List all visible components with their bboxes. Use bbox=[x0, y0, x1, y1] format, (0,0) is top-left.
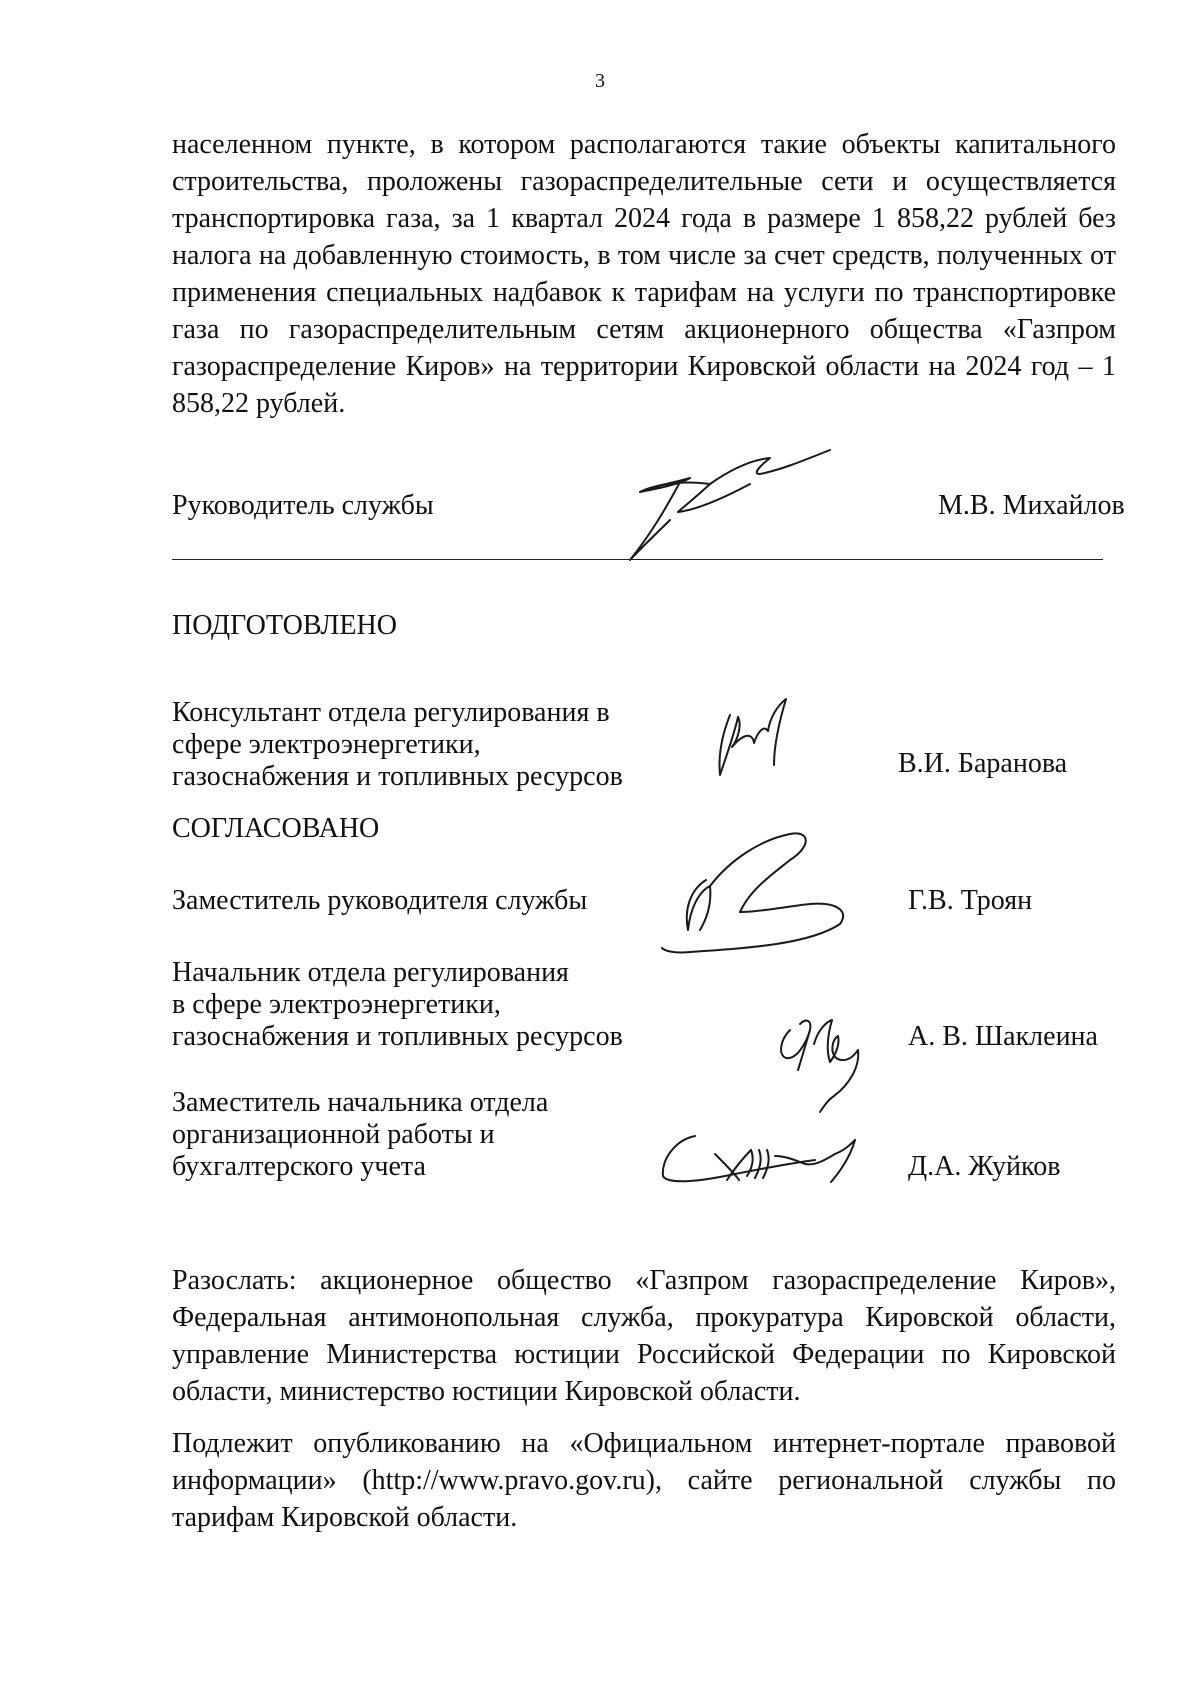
prepared-position-line-1: Консультант отдела регулирования в bbox=[172, 697, 610, 728]
signer-3-position-line-2: организационной работы и bbox=[172, 1119, 495, 1150]
prepared-name: В.И. Баранова bbox=[898, 748, 1068, 779]
head-name: М.В. Михайлов bbox=[938, 490, 1125, 521]
signer-1-name: Г.В. Троян bbox=[908, 885, 1033, 916]
signer-1-position: Заместитель руководителя службы bbox=[172, 885, 588, 916]
prepared-position-line-3: газоснабжения и топливных ресурсов bbox=[172, 761, 623, 792]
shakleina-signature-image bbox=[770, 1000, 880, 1120]
signer-2-name: А. В. Шаклеина bbox=[908, 1021, 1098, 1052]
signer-3-name: Д.А. Жуйков bbox=[908, 1151, 1061, 1182]
page-number: 3 bbox=[595, 70, 605, 92]
head-position: Руководитель службы bbox=[172, 490, 434, 521]
approved-heading: СОГЛАСОВАНО bbox=[172, 813, 380, 844]
zhuikov-signature-image bbox=[655, 1120, 885, 1200]
prepared-position-line-2: сфере электроэнергетики, bbox=[172, 729, 481, 760]
divider-line bbox=[172, 559, 1103, 560]
signer-3-position-line-3: бухгалтерского учета bbox=[172, 1151, 426, 1182]
signer-2-position-line-2: в сфере электроэнергетики, bbox=[172, 989, 501, 1020]
baranova-signature-image bbox=[708, 695, 818, 785]
troyan-signature-image bbox=[660, 820, 880, 970]
publication-paragraph: Подлежит опубликованию на «Официальном интернет-портале правовой информации» (http://www.pravo.gov.ru), сайте региональной службы по тарифам Кировской области. bbox=[172, 1428, 1116, 1533]
main-paragraph: населенном пункте, в котором располагаются такие объекты капитального строительства, проложены газораспределительные сети и осуществляется транспортировка газа, за 1 квартал 2024 года в размере 1 858,22 рублей без налога на добавленную стоимость, в том числе за счет средств, полученных от применения специальных надбавок к тарифам на услуги по транспортировке газа по газораспределительным сетям акционерного общества «Газпром газораспределение Киров» на территории Кировской области на 2024 год – 1 858,22 рублей. bbox=[172, 129, 1116, 419]
distribution-paragraph: Разослать: акционерное общество «Газпром газораспределение Киров», Федеральная антимонопольная служба, прокуратура Кировской области, управление Министерства юстиции Российской Федерации по Кировской области, министерство юстиции Кировской области. bbox=[172, 1265, 1116, 1407]
signer-3-position-line-1: Заместитель начальника отдела bbox=[172, 1087, 549, 1118]
prepared-heading: ПОДГОТОВЛЕНО bbox=[172, 610, 397, 641]
signer-2-position-line-1: Начальник отдела регулирования bbox=[172, 957, 569, 988]
signer-2-position-line-3: газоснабжения и топливных ресурсов bbox=[172, 1021, 623, 1052]
